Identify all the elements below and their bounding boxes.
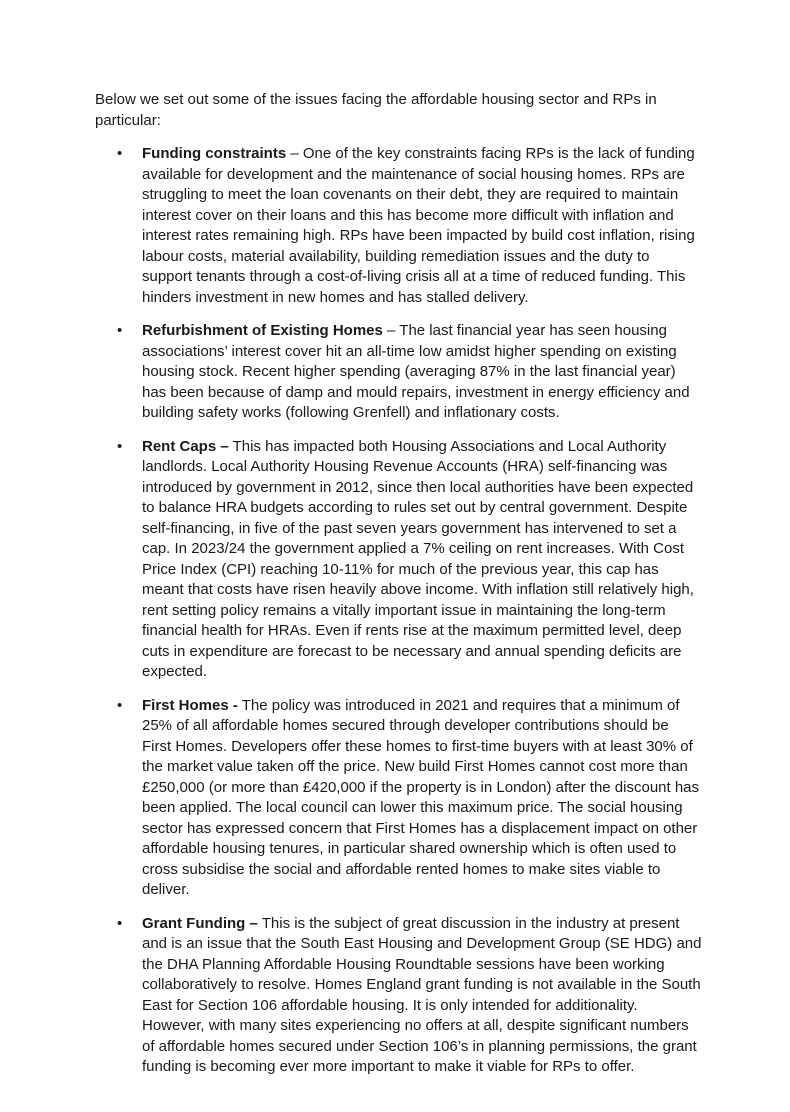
bullet-icon: • [117,145,123,162]
item-body: This has impacted both Housing Associations and Local Authority landlords. Local Authority Housing Revenue Accounts (HRA) self-financing was introduced by government in 2012, since then local authorities have been expected to balance HRA budgets according to rules set out by central government. Despite self-financing, in five of the past seven years government has intervened to set a cap. In 2023/24 the government applied a 7% ceiling on rent increases. With Cost Price Index (CPI) reaching 10-11% for much of the previous year, this cap has meant that costs have risen heavily above income. With inflation still relatively high, rent setting policy remains a vitally important issue in maintaining the long-term financial health for HRAs. Even if rents rise at the maximum permitted level, deep cuts in expenditure are forecast to be necessary and annual spending deficits are expected. [142,437,694,680]
item-heading: Rent Caps – [142,437,229,455]
item-heading: First Homes - [142,696,238,714]
bullet-icon: • [117,322,123,339]
list-item-funding-constraints [95,144,702,308]
item-body: The policy was introduced in 2021 and requires that a minimum of 25% of all affordable homes secured through developer contributions should be First Homes. Developers offer these homes to first-time buyers with at least 30% of the market value taken off the price. New build First Homes cannot cost more than £250,000 (or more than £420,000 if the property is in London) after the discount has been applied. The local council can lower this maximum price. The social housing sector has expressed concern that First Homes has a displacement impact on other affordable housing tenures, in particular shared ownership which is often used to cross subsidise the social and affordable rented homes to make sites viable to deliver. [142,696,700,898]
list-item-refurbishment [95,321,702,424]
list-item-first-homes [95,696,702,901]
intro-paragraph: Below we set out some of the issues facing the affordable housing sector and RPs in particular: [95,91,657,129]
bullet-icon: • [117,914,123,932]
list-item-grant-funding [95,914,702,1078]
item-body: – One of the key constraints facing RPs is the lack of funding available for development and the maintenance of social housing homes. RPs are struggling to meet the loan covenants on their debt, they are required to maintain interest cover on their loans and this has become more difficult with inflation and interest rates remaining high. RPs have been impacted by build cost inflation, rising labour costs, material availability, building remediation issues and the duty to support tenants through a cost-of-living crisis all at a time of reduced funding. This hinders investment in new homes and has stalled delivery. [142,145,695,306]
item-heading: Funding constraints [142,145,287,162]
item-heading: Refurbishment of Existing Homes [142,322,383,339]
item-body: This is the subject of great discussion in the industry at present and is an issue that the South East Housing and Development Group (SE HDG) and the DHA Planning Affordable Housing Roundtable sessions have been working collaboratively to resolve. Homes England grant funding is not available in the South East for Section 106 affordable housing. It is only intended for additionality. However, with many sites experiencing no offers at all, despite significant numbers of affordable homes secured under Section 106’s in planning permissions, the grant funding is becoming ever more important to make it viable for RPs to offer. [142,914,702,1075]
issues-list [95,144,702,1078]
item-body: – The last financial year has seen housing associations’ interest cover hit an all-time low amidst higher spending on existing housing stock. Recent higher spending (averaging 87% in the last financial year) has been because of damp and mould repairs, investment in energy efficiency and building safety works (following Grenfell) and inflationary costs. [142,322,690,421]
list-item-rent-caps [95,437,702,683]
bullet-icon: • [117,696,123,714]
bullet-icon: • [117,437,123,455]
item-heading: Grant Funding – [142,914,258,932]
